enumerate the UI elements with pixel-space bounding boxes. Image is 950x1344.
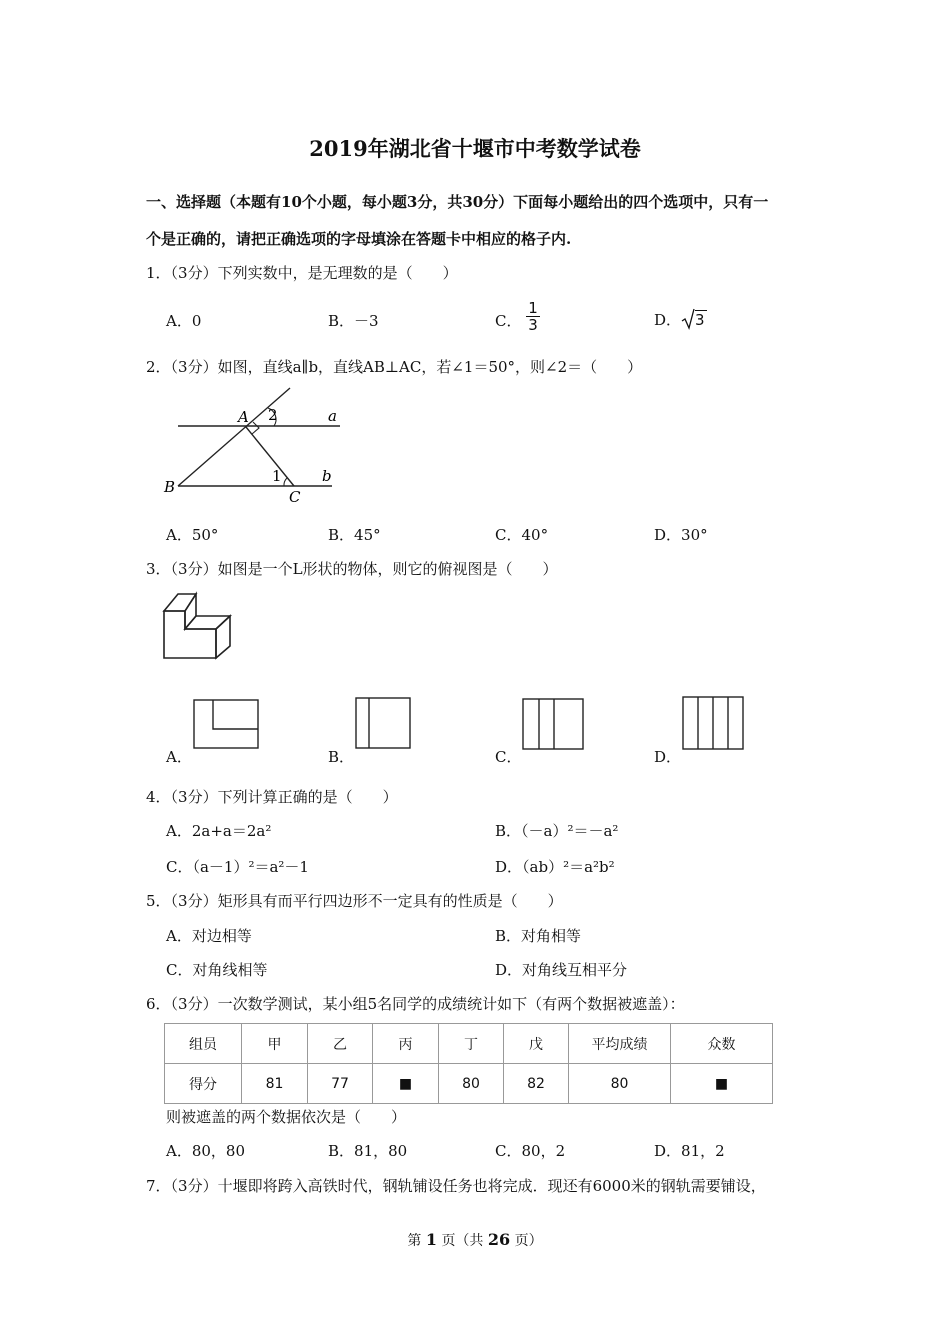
footer-prefix: 第 xyxy=(407,1233,422,1249)
q2-option-a: A．50° xyxy=(166,526,219,544)
q2-option-c: C．40° xyxy=(495,526,549,544)
table-cell: 77 xyxy=(308,1064,373,1104)
table-header-cell: 丁 xyxy=(439,1024,504,1064)
q3-l-shape-figure xyxy=(160,586,236,662)
q3-option-a-figure xyxy=(193,699,259,749)
q1-option-d-label: D． xyxy=(654,311,682,329)
q4-option-c: C．（a－1）²＝a²－1 xyxy=(166,858,309,876)
table-cell: ■ xyxy=(373,1064,439,1104)
point-a-label: A xyxy=(238,408,249,426)
q4-option-b: B．（－a）²＝－a² xyxy=(495,822,619,840)
fraction-one-third xyxy=(526,300,540,333)
q6-score-table xyxy=(164,1023,773,1104)
page-title: 2019年湖北省十堰市中考数学试卷 xyxy=(309,136,641,161)
line-ac xyxy=(246,427,294,486)
q1-option-c xyxy=(495,300,540,333)
q3-option-c-figure xyxy=(522,698,584,750)
footer-suffix: 页） xyxy=(514,1233,543,1249)
table-header-cell: 甲 xyxy=(242,1024,308,1064)
q6-stem: 6．（3分）一次数学测试，某小组5名同学的成绩统计如下（有两个数据被遮盖）： xyxy=(146,995,685,1013)
q3-option-d-figure xyxy=(682,696,744,750)
q5-option-c: C．对角线相等 xyxy=(166,961,268,979)
table-cell: ■ xyxy=(671,1064,773,1104)
q4-option-a: A．2a+a＝2a² xyxy=(166,822,272,840)
footer-middle: 页（共 xyxy=(441,1233,484,1249)
line-b-label: b xyxy=(322,467,332,485)
q3-option-a: A． xyxy=(166,748,192,766)
q6-option-c: C．80，2 xyxy=(495,1142,566,1160)
q4-stem: 4．（3分）下列计算正确的是（ ） xyxy=(146,788,398,806)
sqrt-radical-icon xyxy=(681,308,695,330)
sqrt-radicand: 3 xyxy=(695,311,705,329)
point-b-label: B xyxy=(164,478,176,496)
footer-page-number: 1 xyxy=(425,1230,437,1249)
page-footer xyxy=(0,1230,950,1250)
q2-stem: 2．（3分）如图，直线a∥b，直线AB⊥AC，若∠1＝50°，则∠2＝（ ） xyxy=(146,358,643,376)
q6-option-b: B．81，80 xyxy=(328,1142,408,1160)
q4-option-d: D．（ab）²＝a²b² xyxy=(495,858,615,876)
table-header-cell: 组员 xyxy=(165,1024,242,1064)
right-angle-mark xyxy=(252,422,259,434)
table-header-cell: 丙 xyxy=(373,1024,439,1064)
q2-parallel-lines-figure xyxy=(160,384,350,506)
q6-option-a: A．80，80 xyxy=(166,1142,246,1160)
q3-stem: 3．（3分）如图是一个L形状的物体，则它的俯视图是（ ） xyxy=(146,560,558,578)
table-header-row xyxy=(165,1024,773,1064)
line-a-label: a xyxy=(328,407,337,425)
angle-1-arc xyxy=(284,478,287,486)
angle-2-label: 2 xyxy=(268,406,278,424)
table-header-cell: 乙 xyxy=(308,1024,373,1064)
q3-option-b-figure xyxy=(355,697,411,749)
table-header-cell: 戊 xyxy=(504,1024,569,1064)
q7-stem: 7．（3分）十堰即将跨入高铁时代，钢轨铺设任务也将完成．现还有6000米的钢轨需要铺设， xyxy=(146,1177,766,1195)
table-cell: 80 xyxy=(569,1064,671,1104)
table-row xyxy=(165,1064,773,1104)
table-cell: 82 xyxy=(504,1064,569,1104)
q6-followup: 则被遮盖的两个数据依次是（ ） xyxy=(166,1108,407,1126)
q2-option-d: D．30° xyxy=(654,526,708,544)
q3-option-d: D． xyxy=(654,748,682,766)
table-cell: 80 xyxy=(439,1064,504,1104)
table-header-cell: 众数 xyxy=(671,1024,773,1064)
table-header-cell: 平均成绩 xyxy=(569,1024,671,1064)
section-instruction-line1: 一、选择题（本题有10个小题，每小题3分，共30分）下面每小题给出的四个选项中，只有一 xyxy=(146,193,769,211)
section-instruction-line2: 个是正确的，请把正确选项的字母填涂在答题卡中相应的格子内. xyxy=(146,230,572,248)
q1-option-b: B．－3 xyxy=(328,312,379,330)
point-c-label: C xyxy=(289,488,301,506)
q2-option-b: B．45° xyxy=(328,526,381,544)
q5-option-d: D．对角线互相平分 xyxy=(495,961,628,979)
fraction-denominator: 3 xyxy=(528,316,538,334)
q1-stem: 1．（3分）下列实数中，是无理数的是（ ） xyxy=(146,264,458,282)
angle-1-label: 1 xyxy=(272,467,282,485)
q5-stem: 5．（3分）矩形具有而平行四边形不一定具有的性质是（ ） xyxy=(146,892,563,910)
q1-option-c-label: C． xyxy=(495,312,522,330)
q5-option-b: B．对角相等 xyxy=(495,927,582,945)
q1-option-a: A．0 xyxy=(166,312,202,330)
q3-option-b: B． xyxy=(328,748,355,766)
q3-option-c: C． xyxy=(495,748,522,766)
footer-total-pages: 26 xyxy=(487,1230,511,1249)
q6-option-d: D．81，2 xyxy=(654,1142,725,1160)
table-cell: 得分 xyxy=(165,1064,242,1104)
q1-option-d xyxy=(654,308,707,330)
fraction-numerator: 1 xyxy=(528,299,538,317)
q5-option-a: A．对边相等 xyxy=(166,927,252,945)
table-cell: 81 xyxy=(242,1064,308,1104)
